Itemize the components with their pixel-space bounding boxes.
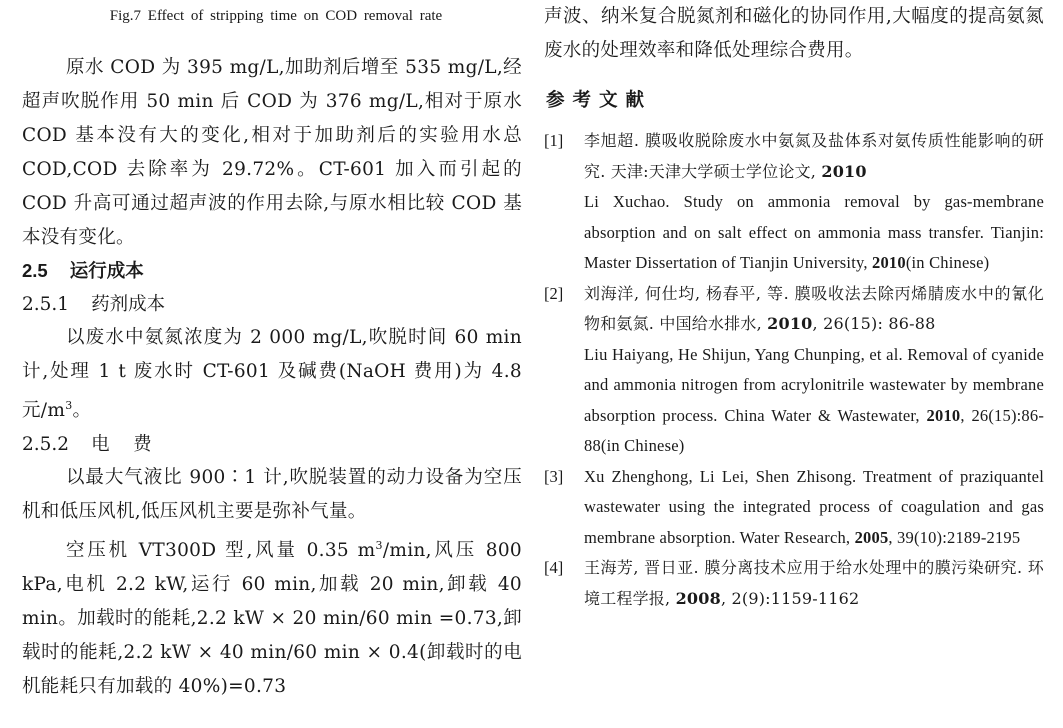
- compressor-paragraph: [22, 529, 522, 704]
- chemical-cost-paragraph: [22, 321, 522, 428]
- left-column: [22, 0, 522, 704]
- reference-index: [1]: [544, 131, 564, 150]
- references-heading: 参考文献: [546, 90, 653, 111]
- subsection-title: 药剂成本: [91, 294, 166, 315]
- right-column: [544, 0, 1044, 614]
- period: 。: [72, 400, 92, 422]
- reference-item-3: [544, 462, 1044, 554]
- section-title: 运行成本: [69, 261, 144, 282]
- compressor-text-b: /min,风压 800 kPa,电机 2.2 kW,运行 60 min,加载 20 min,卸载 40 min。加载时的能耗,2.2 kW × 20 min/60 min =0.73,卸载时的能耗,2.2 kW × 40 min/60 min × 0.4(卸载时的电机能耗只有加载的 40%)=0.73: [22, 540, 522, 698]
- cod-paragraph: 原水 COD 为 395 mg/L,加助剂后增至 535 mg/L,经超声吹脱作用 50 min 后 COD 为 376 mg/L,相对于原水 COD 基本没有大的变化,相对于加助剂后的实验用水总 COD,COD 去除率为 29.72%。CT-601 加入而引起的 COD 升高可通过超声波的作用去除,与原水相比较 COD 基本没有变化。: [22, 57, 522, 248]
- reference-year: 2010: [872, 253, 906, 272]
- figure-caption: Fig.7 Effect of stripping time on COD removal rate: [109, 8, 443, 24]
- reference-year: 2008: [675, 588, 721, 608]
- compressor-text-a: 空压机 VT300D 型,风量 0.35 m: [66, 540, 376, 562]
- reference-chinese: [584, 553, 1044, 614]
- superscript: 3: [65, 399, 73, 412]
- conclusion-paragraph: 声波、纳米复合脱氮剂和磁化的协同作用,大幅度的提高氨氮废水的处理效率和降低处理综合费用。: [544, 6, 1044, 61]
- reference-suffix: (in Chinese): [905, 253, 990, 272]
- reference-year: 2005: [854, 527, 889, 547]
- reference-text: Li Xuchao. Study on ammonia removal by gas-membrane absorption and on salt effect on ammonia mass transfer. Tianjin: Master Dissertation of Tianjin University,: [584, 192, 1044, 272]
- reference-text: 李旭超. 膜吸收脱除废水中氨氮及盐体系对氨传质性能影响的研究. 天津:天津大学硕士学位论文,: [584, 131, 1044, 181]
- reference-item-2: [544, 279, 1044, 462]
- subsection-title: 电 费: [91, 434, 152, 456]
- electricity-paragraph: 以最大气液比 900∶1 计,吹脱装置的动力设备为空压机和低压风机,低压风机主要是弥补气量。: [22, 467, 522, 523]
- reference-english: [584, 462, 1044, 554]
- reference-suffix: , 26(15): 86-88: [812, 314, 936, 333]
- reference-item-1: [544, 126, 1044, 279]
- reference-suffix: , 2(9):1159-1162: [720, 588, 860, 608]
- reference-text: Liu Haiyang, He Shijun, Yang Chunping, et al. Removal of cyanide and ammonia nitrogen from acrylonitrile wastewater by membrane absorption process. China Water & Wastewater,: [584, 344, 1044, 425]
- reference-chinese: [584, 279, 1044, 340]
- section-number: 2.5: [22, 260, 48, 281]
- subsection-heading-2-5-1: [22, 288, 522, 321]
- chemical-cost-text: 以废水中氨氮浓度为 2 000 mg/L,吹脱时间 60 min 计,处理 1 t 废水时 CT-601 及碱费(NaOH 费用)为 4.8 元/m: [22, 327, 522, 422]
- reference-index: [4]: [544, 558, 564, 577]
- reference-text: 刘海洋, 何仕均, 杨春平, 等. 膜吸收法去除丙烯腈废水中的氰化物和氨氮. 中国给水排水,: [584, 283, 1044, 333]
- section-heading-2-5: [22, 255, 522, 288]
- reference-suffix: , 39(10):2189-2195: [888, 527, 1021, 547]
- subsection-heading-2-5-2: [22, 428, 522, 461]
- reference-english: [584, 340, 1044, 462]
- reference-chinese: [584, 126, 1044, 187]
- reference-year: 2010: [926, 405, 961, 425]
- reference-english: [584, 187, 1044, 279]
- reference-year: 2010: [821, 161, 867, 181]
- reference-suffix: , 26(15):86-88(in Chinese): [584, 405, 1045, 455]
- reference-item-4: [544, 553, 1044, 614]
- reference-index: [3]: [544, 466, 564, 486]
- reference-index: [2]: [544, 283, 564, 303]
- reference-text: 王海芳, 晋日亚. 膜分离技术应用于给水处理中的膜污染研究. 环境工程学报,: [584, 558, 1044, 608]
- superscript: 3: [375, 539, 383, 553]
- reference-text: Xu Zhenghong, Li Lei, Shen Zhisong. Treatment of praziquantel wastewater using the integrated process of coagulation and gas membrane absorption. Water Research,: [584, 466, 1044, 547]
- subsection-number: 2.5.2: [22, 434, 70, 456]
- subsection-number: 2.5.1: [22, 294, 70, 315]
- reference-year: 2010: [767, 314, 813, 333]
